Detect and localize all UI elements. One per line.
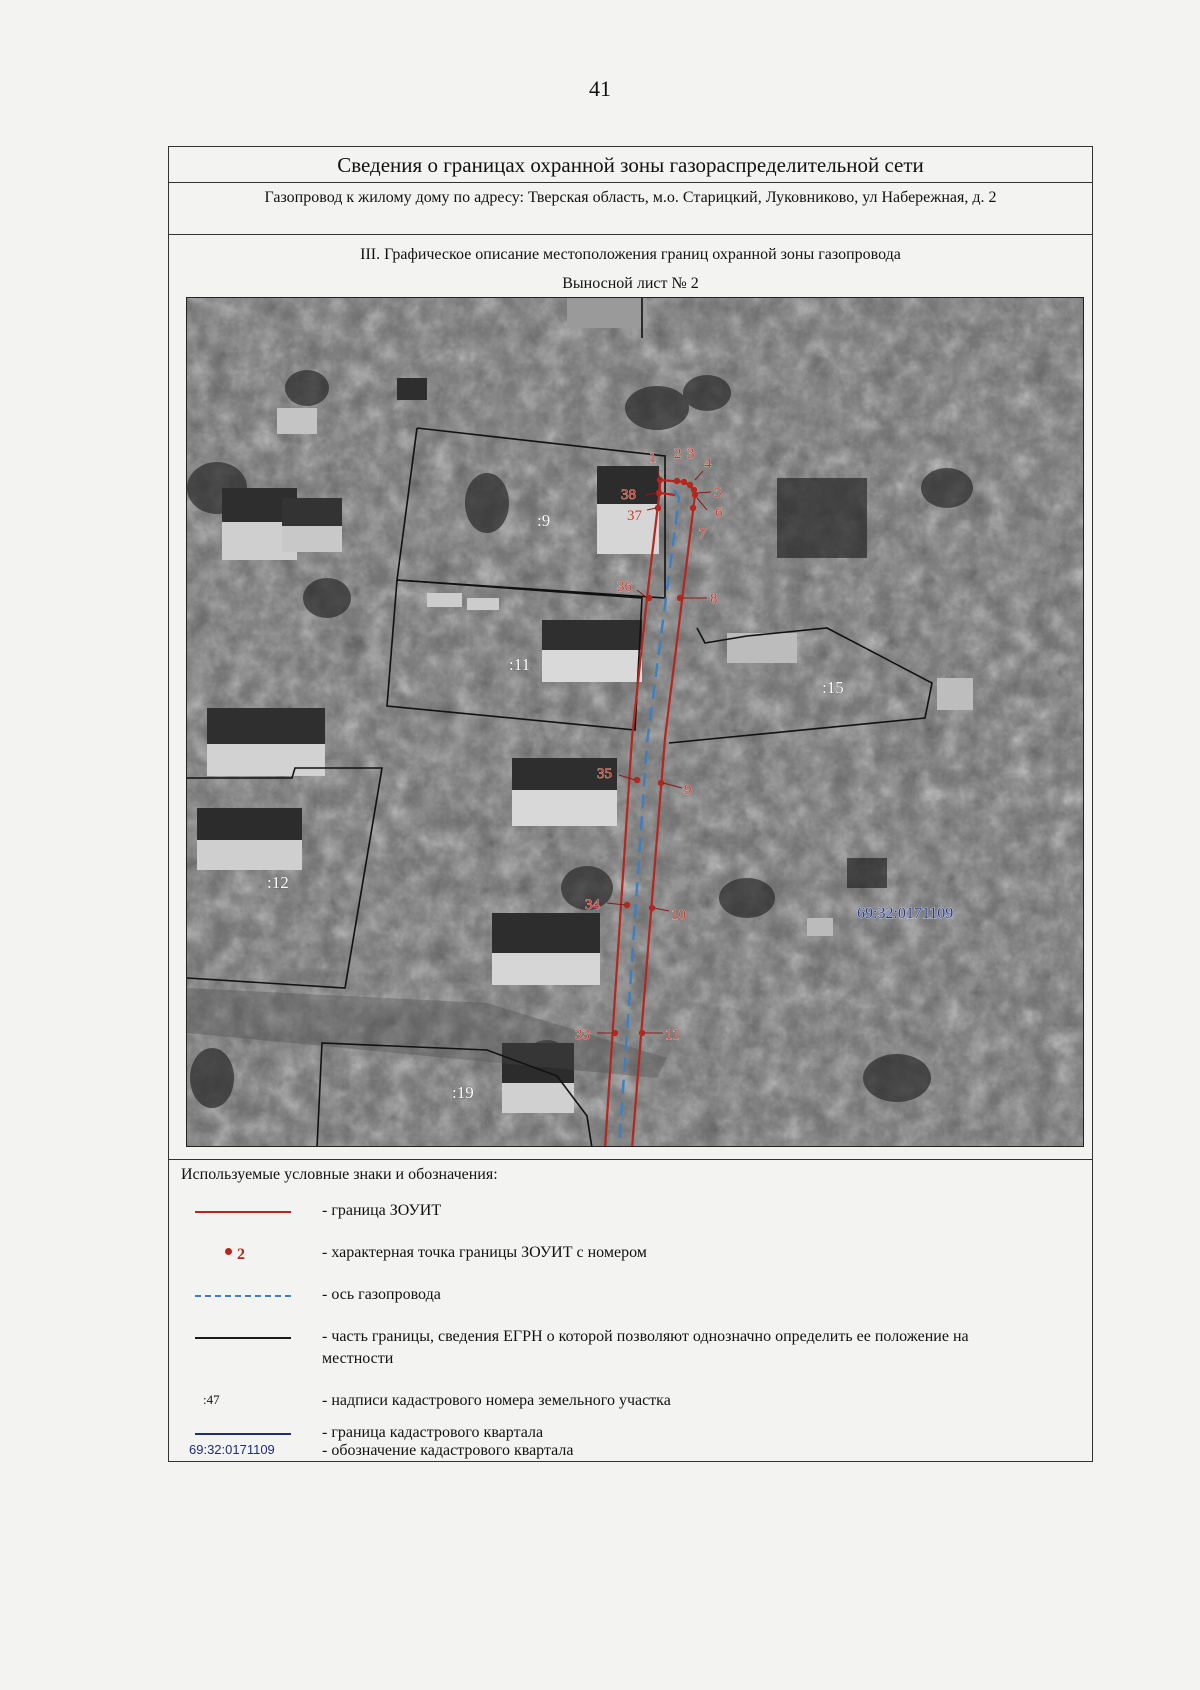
point-label-2: 2 xyxy=(674,446,682,462)
zone-point-2 xyxy=(674,478,680,484)
quarter-label: 69:32:0171109 xyxy=(857,905,954,922)
legend-sample-dashed-line xyxy=(183,1284,303,1308)
point-label-34: 34 xyxy=(585,897,600,913)
point-label-5: 5 xyxy=(714,485,722,501)
point-label-33: 33 xyxy=(575,1027,590,1043)
legend-text: - граница ЗОУИТ xyxy=(322,1202,442,1219)
point-label-7: 7 xyxy=(699,526,707,542)
section-title: III. Графическое описание местоположения границ охранной зоны газопровода xyxy=(360,246,901,263)
zone-point-4 xyxy=(687,482,693,488)
legend-sample-parcel-label: :47 xyxy=(203,1392,220,1407)
legend-sample-red-line xyxy=(183,1200,303,1224)
legend-sample-black-line xyxy=(183,1326,303,1350)
parcel-label-12: :12 xyxy=(267,873,289,892)
point-label-3: 3 xyxy=(687,446,695,462)
legend-text: - часть границы, сведения ЕГРН о которой позволяют однозначно определить ее положение на местности xyxy=(322,1328,969,1367)
point-label-6: 6 xyxy=(715,505,723,521)
parcel-label-9: :9 xyxy=(537,511,551,530)
parcel-label-19: :19 xyxy=(452,1083,474,1102)
page-number: 41 xyxy=(589,76,611,101)
legend-text: - обозначение кадастрового квартала xyxy=(322,1442,574,1459)
point-label-38: 38 xyxy=(621,487,636,503)
point-label-35: 35 xyxy=(597,766,612,782)
object-description: Газопровод к жилому дому по адресу: Тверская область, м.о. Старицкий, Луковниково, ул Набережная, д. 2 xyxy=(169,183,1092,235)
point-label-11: 11 xyxy=(665,1027,680,1043)
legend-title: Используемые условные знаки и обозначения: xyxy=(181,1166,498,1183)
legend xyxy=(169,1159,1092,1463)
parcel-label-15: :15 xyxy=(822,678,844,697)
point-label-9: 9 xyxy=(684,782,692,798)
point-label-4: 4 xyxy=(704,456,712,472)
document-frame xyxy=(168,146,1093,1462)
point-label-1: 1 xyxy=(649,450,657,466)
point-marker-icon xyxy=(225,1248,232,1255)
zone-point-7 xyxy=(690,505,696,511)
point-label-8: 8 xyxy=(710,591,718,607)
parcel-label-11: :11 xyxy=(509,655,531,674)
legend-text: - надписи кадастрового номера земельного участка xyxy=(322,1392,671,1409)
legend-text: - граница кадастрового квартала xyxy=(322,1424,544,1441)
map-canvas xyxy=(187,298,1084,1147)
point-label-36: 36 xyxy=(617,579,632,595)
legend-sample-point: 2 xyxy=(183,1242,303,1266)
point-label-10: 10 xyxy=(671,907,686,923)
legend-text: - характерная точка границы ЗОУИТ с номером xyxy=(322,1244,647,1261)
document-title: Сведения о границах охранной зоны газораспределительной сети xyxy=(169,147,1092,183)
legend-sample-quarter-label: 69:32:0171109 xyxy=(189,1442,275,1457)
legend-text: - ось газопровода xyxy=(322,1286,441,1303)
aerial-map[interactable] xyxy=(186,297,1084,1147)
sheet-title: Выносной лист № 2 xyxy=(562,275,699,292)
point-label-37: 37 xyxy=(627,508,642,524)
zone-point-3 xyxy=(681,479,687,485)
